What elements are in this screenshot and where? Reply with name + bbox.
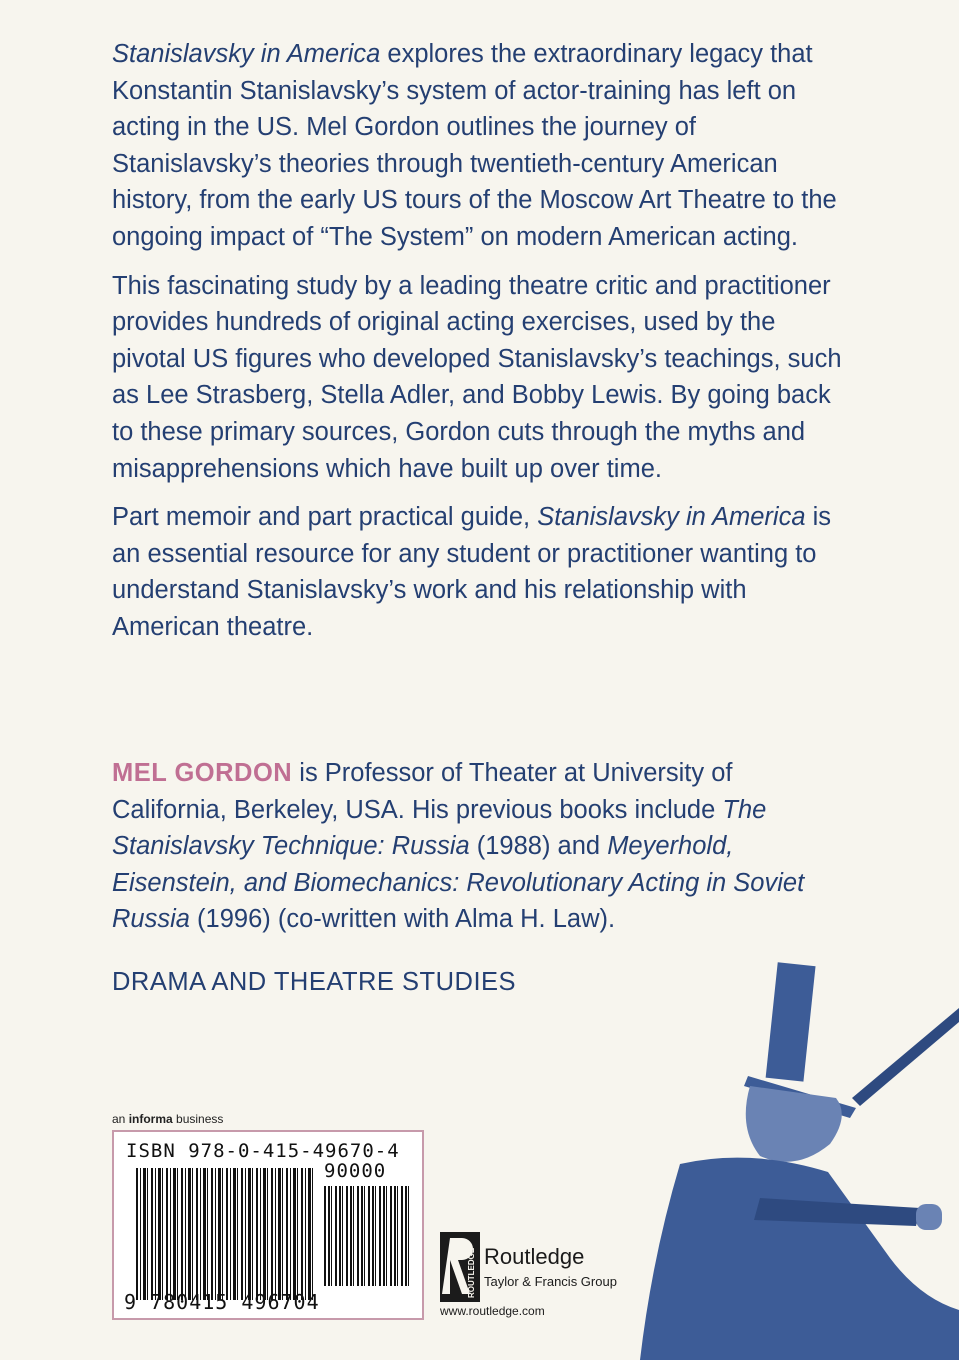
bio-text: (1988) and [469, 832, 608, 861]
book-title: Stanislavsky in America [537, 503, 806, 532]
publisher-group: Taylor & Francis Group [484, 1274, 617, 1289]
isbn-number: ISBN 978-0-415-49670-4 [126, 1140, 400, 1162]
informa-suffix: business [172, 1112, 224, 1126]
bio-text: (1996) (co-written with Alma H. Law). [189, 905, 616, 934]
back-cover-blurb [112, 36, 852, 658]
publisher-name: Routledge [484, 1244, 585, 1269]
barcode [112, 1130, 424, 1320]
blurb-paragraph-2: This fascinating study by a leading theatre critic and practitioner provides hundreds of original acting exercises, used by the pivotal US figures who developed Stanislavsky’s teachings, such as Lee Strasberg, Stella Adler, and Bobby Lewis. By going back to these primary sources, Gordon cuts through the myths and misapprehensions which have built up over time. [112, 271, 842, 483]
informa-prefix: an [112, 1112, 129, 1126]
pole [852, 1008, 959, 1106]
price-addon-code: 90000 [324, 1160, 387, 1182]
book-title: Stanislavsky in America [112, 40, 381, 68]
addon-bars [324, 1186, 410, 1286]
actor-body [640, 1158, 959, 1360]
ean-bars [136, 1168, 316, 1300]
author-bio [112, 755, 852, 938]
subject-category: DRAMA AND THEATRE STUDIES [112, 968, 517, 996]
blurb-text: is an essential resource for any student or practitioner wanting to understand Stanislavsky’s work and his relationship with American theatre. [112, 503, 832, 641]
stovepipe-hat [766, 962, 816, 1081]
publisher-vertical-text: ROUTLEDGE [467, 1247, 476, 1298]
informa-label [112, 1112, 223, 1126]
previous-book-title: The Stanislavsky Technique: Russia [112, 795, 767, 861]
hand [916, 1204, 942, 1230]
blurb-text: explores the extraordinary legacy that Konstantin Stanislavsky’s system of actor-training has left on acting in the US. Mel Gordon outlines the journey of Stanislavsky’s theories through twentieth-century American history, from the early US tours of the Moscow Art Theatre to the ongoing impact of “The System” on modern American acting. [112, 40, 837, 251]
routledge-r-icon [440, 1232, 480, 1302]
blurb-paragraph-1 [112, 36, 852, 256]
bio-text: is Professor of Theater at University of California, Berkeley, USA. His previous books include [112, 759, 733, 824]
author-name: MEL GORDON [112, 759, 293, 787]
informa-brand: informa [128, 1112, 173, 1126]
actor-photograph [560, 958, 959, 1360]
ean-digits: 9 780415 496704 [124, 1290, 320, 1314]
actor-head [746, 1086, 842, 1162]
previous-book-title: Meyerhold, Eisenstein, and Biomechanics: Revolutionary Acting in Soviet Russia [112, 832, 805, 934]
blurb-paragraph-3 [112, 499, 852, 645]
blurb-text: Part memoir and part practical guide, [112, 503, 538, 532]
publisher-url: www.routledge.com [440, 1304, 545, 1318]
